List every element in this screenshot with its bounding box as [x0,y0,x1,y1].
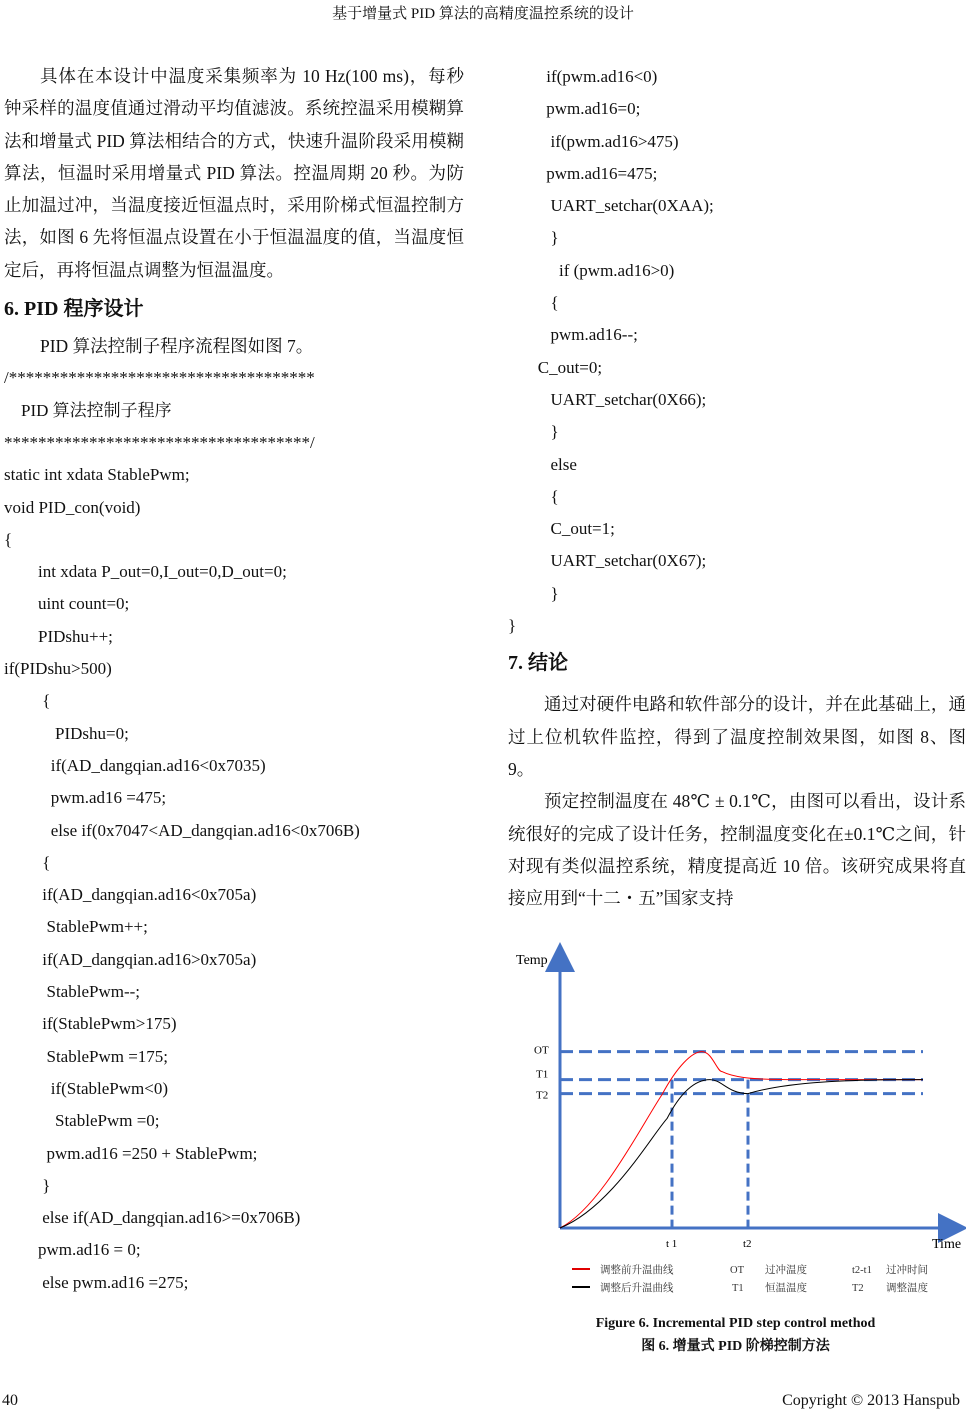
code-line: } [4,1175,51,1195]
code-line: PIDshu=0; [4,723,129,743]
code-line: if(StablePwm>175) [4,1014,177,1034]
code-line: { [508,293,559,313]
code-line: uint count=0; [4,594,130,614]
code-line: UART_setchar(0X67); [508,551,707,571]
code-line: else if(0x7047<AD_dangqian.ad16<0x706B) [4,820,360,840]
legend-after-label: 调整后升温曲线 [600,1283,674,1294]
right-column [508,61,966,914]
code-line: StablePwm--; [4,982,140,1002]
y-axis-label: Temp [516,953,548,968]
legend [572,1263,928,1294]
code-line: if(AD_dangqian.ad16<0x7035) [4,755,266,775]
code-line: ************************************/ [4,432,315,452]
left-column [4,60,464,1299]
code-line: { [508,486,559,506]
t2-time-label: t2 [743,1238,752,1250]
code-line: } [508,616,517,636]
code-line: if(AD_dangqian.ad16<0x705a) [4,885,257,905]
legend-t2-meaning: 调整温度 [886,1283,928,1294]
conclusion-paragraph-1: 通过对硬件电路和软件部分的设计，并在此基础上，通过上位机软件监控，得到了温度控制效果图，如图 8、图 9。 [508,694,966,779]
code-line: PID 算法控制子程序 [4,400,172,420]
conclusion-paragraph-2: 预定控制温度在 48℃ ± 0.1℃，由图可以看出，设计系统很好的完成了设计任务，控制温度变化在±0.1℃之间，针对现有类似温控系统，精度提高近 10 倍。该研究成果将直接应用到“十二・五”国家支持 [508,791,966,909]
intro-paragraph: 具体在本设计中温度采集频率为 10 Hz(100 ms)，每秒钟采样的温度值通过滑动平均值滤波。系统控温采用模糊算法和增量式 PID 算法相结合的方式，快速升温阶段采用模糊算法，恒温时采用增量式 PID 算法。控温周期 20 秒。为防止加温过冲，当温度接近恒温点时，采用阶梯式恒温控制方法，如图 6 先将恒温点设置在小于恒温温度的值，当温度恒定后，再将恒温点调整为恒温温度。 [4,66,464,280]
code-line: void PID_con(void) [4,497,141,517]
page-number: 40 [2,1392,18,1409]
code-line: if(pwm.ad16<0) [508,67,658,86]
code-line: { [4,691,51,711]
ot-label: OT [534,1044,549,1057]
after-adjustment-curve [560,1080,923,1228]
code-line: else pwm.ad16 =275; [4,1272,189,1292]
temperature-diagram [505,935,966,1315]
code-line: else [508,454,577,474]
code-line: else if(AD_dangqian.ad16>=0x706B) [4,1208,301,1228]
code-line: pwm.ad16--; [508,325,638,345]
code-line: pwm.ad16 =475; [4,788,167,808]
figure-caption-zh: 图 6. 增量式 PID 阶梯控制方法 [641,1339,830,1354]
legend-before-label: 调整前升温曲线 [600,1265,674,1276]
section-heading-pid-program: 6. PID 程序设计 [4,298,144,321]
code-line: } [508,422,559,442]
running-title: 基于增量式 PID 算法的高精度温控系统的设计 [332,6,634,22]
code-line: PIDshu++; [4,626,113,646]
code-line: if(AD_dangqian.ad16>0x705a) [4,949,257,969]
code-line: pwm.ad16=475; [508,163,658,183]
legend-dt-meaning: 过冲时间 [886,1265,928,1276]
code-line: StablePwm =175; [4,1046,169,1066]
legend-t2-symbol: T2 [852,1283,864,1294]
code-line: pwm.ad16=0; [508,99,641,119]
code-line: if(StablePwm<0) [4,1078,168,1098]
code-line: C_out=1; [508,519,615,539]
t1-time-label: t 1 [666,1238,678,1250]
code-line: { [4,529,13,549]
t1-label: T1 [536,1068,549,1081]
code-line: StablePwm++; [4,917,148,937]
legend-t1-meaning: 恒温温度 [765,1283,807,1294]
code-block-right [508,61,966,642]
code-line: if(PIDshu>500) [4,659,112,679]
code-line: UART_setchar(0X66); [508,389,707,409]
before-adjustment-curve [560,1052,923,1228]
t2-label: T2 [536,1089,549,1102]
code-line: static int xdata StablePwm; [4,465,190,485]
code-line: } [508,583,559,603]
code-line: UART_setchar(0XAA); [508,196,714,216]
code-line: pwm.ad16 = 0; [4,1240,141,1260]
code-line: if(pwm.ad16>475) [508,131,679,151]
code-line: int xdata P_out=0,I_out=0,D_out=0; [4,562,287,582]
section-intro: PID 算法控制子程序流程图如图 7。 [40,336,314,357]
figure-pid-step-control [505,935,966,1355]
x-axis-label: Time [932,1237,962,1252]
figure-caption-en: Figure 6. Incremental PID step control method [595,1316,876,1331]
copyright: Copyright © 2013 Hanspub [782,1392,960,1409]
legend-ot-meaning: 过冲温度 [765,1265,807,1276]
code-line: pwm.ad16 =250 + StablePwm; [4,1143,258,1163]
code-line: { [4,852,51,872]
code-line: } [508,228,559,248]
section-heading-conclusion: 7. 结论 [508,652,568,675]
legend-dt-symbol: t2-t1 [852,1265,872,1276]
code-block-left [4,362,464,1299]
legend-t1-symbol: T1 [732,1283,744,1294]
legend-ot-symbol: OT [730,1265,744,1276]
code-line: if (pwm.ad16>0) [508,260,675,280]
code-line: C_out=0; [508,357,603,377]
code-line: StablePwm =0; [4,1111,160,1131]
code-line: /************************************ [4,368,315,388]
